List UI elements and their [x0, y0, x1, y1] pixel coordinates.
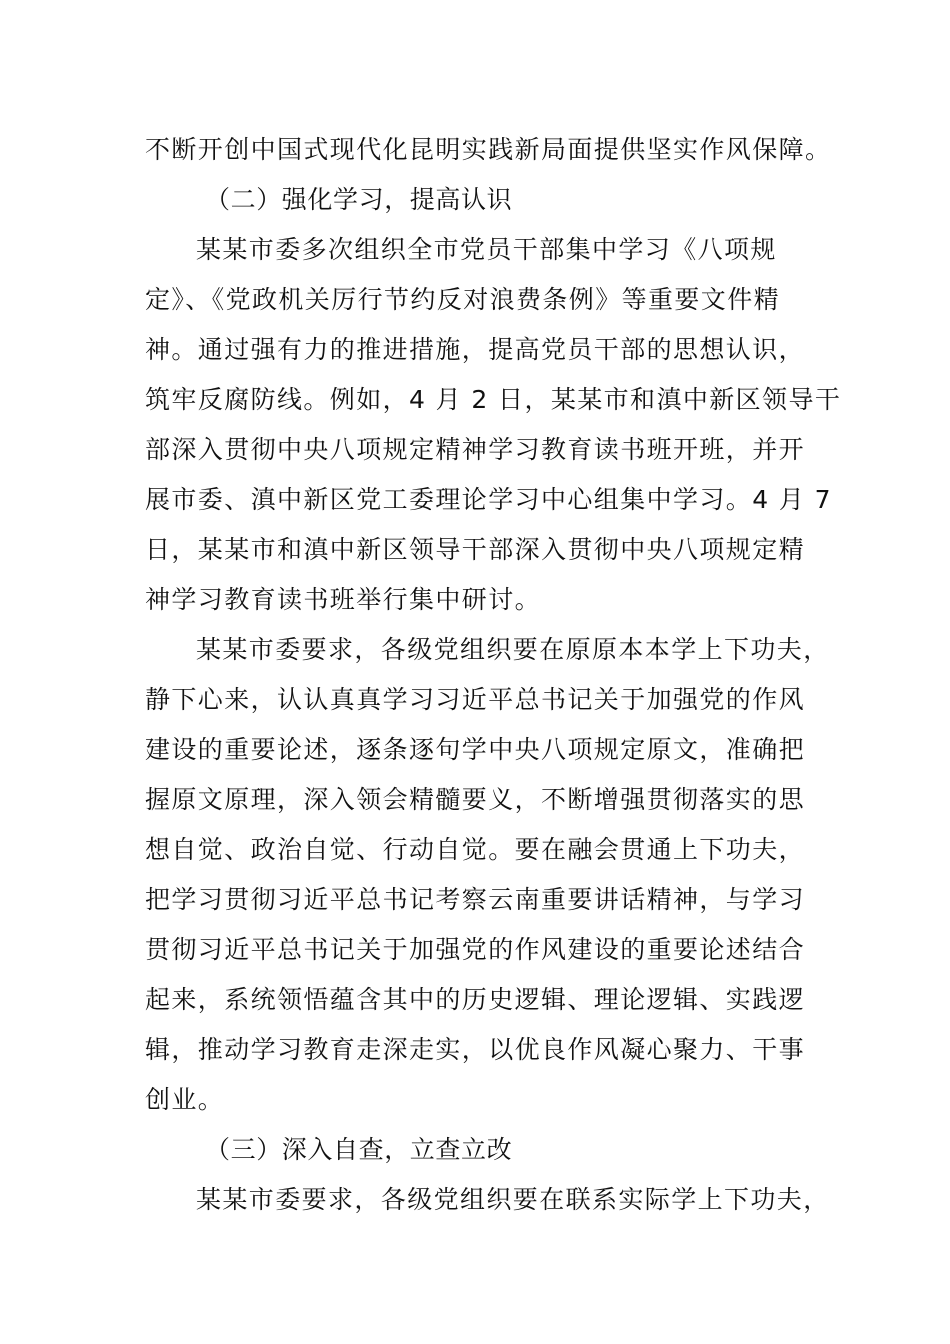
text-line: 建设的重要论述，逐条逐句学中央八项规定原文，准确把 — [145, 735, 806, 764]
text-line: 日，某某市和滇中新区领导干部深入贯彻中央八项规定精 — [145, 535, 806, 564]
text-line: 筑牢反腐防线。例如，4 月 2 日，某某市和滇中新区领导干 — [145, 385, 842, 414]
section-heading: （二）强化学习，提高认识 — [205, 185, 513, 214]
text-line: 把学习贯彻习近平总书记考察云南重要讲话精神，与学习 — [145, 885, 806, 914]
text-line: 神。通过强有力的推进措施，提高党员干部的思想认识， — [145, 335, 806, 364]
text-line: 不断开创中国式现代化昆明实践新局面提供坚实作风保障。 — [145, 135, 832, 164]
text-line: 静下心来，认认真真学习习近平总书记关于加强党的作风 — [145, 685, 806, 714]
text-line: 握原文原理，深入领会精髓要义，不断增强贯彻落实的思 — [145, 785, 806, 814]
paragraph-first-line: 某某市委要求，各级党组织要在联系实际学上下功夫， — [196, 1185, 830, 1214]
text-line: 辑，推动学习教育走深走实，以优良作风凝心聚力、干事 — [145, 1035, 806, 1064]
text-line: 部深入贯彻中央八项规定精神学习教育读书班开班，并开 — [145, 435, 806, 464]
section-heading: （三）深入自查，立查立改 — [205, 1135, 513, 1164]
paragraph-first-line: 某某市委要求，各级党组织要在原原本本学上下功夫， — [196, 635, 830, 664]
text-line: 神学习教育读书班举行集中研讨。 — [145, 585, 542, 614]
text-line: 展市委、滇中新区党工委理论学习中心组集中学习。4 月 7 — [145, 485, 832, 514]
text-line: 创业。 — [145, 1085, 225, 1114]
paragraph-first-line: 某某市委多次组织全市党员干部集中学习《八项规 — [196, 235, 777, 264]
text-line: 贯彻习近平总书记关于加强党的作风建设的重要论述结合 — [145, 935, 806, 964]
text-line: 起来，系统领悟蕴含其中的历史逻辑、理论逻辑、实践逻 — [145, 985, 806, 1014]
text-line: 想自觉、政治自觉、行动自觉。要在融会贯通上下功夫， — [145, 835, 806, 864]
text-line: 定》、《党政机关厉行节约反对浪费条例》等重要文件精 — [145, 285, 781, 314]
